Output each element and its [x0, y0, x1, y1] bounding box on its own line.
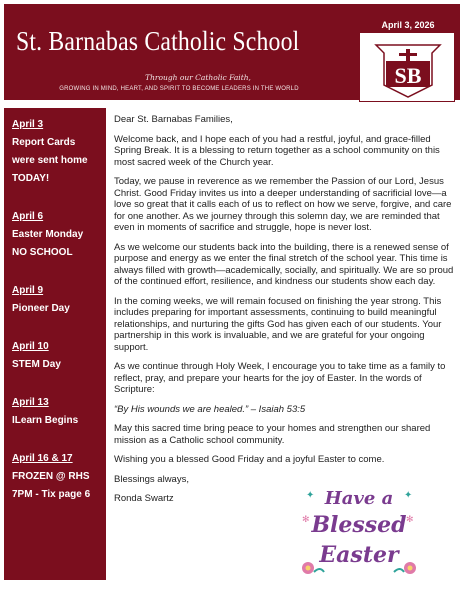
event-description: Pioneer Day — [12, 303, 70, 314]
letter-paragraph: As we continue through Holy Week, I encourage you to take time as a family to reflect, pray, and prepare your hearts for the joy of Easter. In the words of Scripture: — [114, 361, 446, 395]
letter-paragraph: May this sacred time bring peace to your homes and strengthen our shared mission as a Catholic school community. — [114, 423, 431, 446]
event-date: April 6 — [12, 211, 44, 222]
principal-letter — [114, 114, 454, 513]
event-item — [12, 282, 98, 318]
tagline: Through our Catholic Faith, — [145, 73, 251, 82]
event-item — [12, 208, 98, 262]
event-item — [12, 116, 98, 188]
event-description: FROZEN @ RHS 7PM - Tix page 6 — [12, 471, 91, 500]
event-description: Report Cards were sent home TODAY! — [12, 137, 88, 184]
event-item — [12, 450, 98, 504]
school-logo-icon — [372, 39, 444, 99]
event-item — [12, 394, 98, 430]
scripture-quote: “By His wounds we are healed.” – Isaiah 53:5 — [114, 403, 306, 415]
event-date: April 3 — [12, 119, 44, 130]
letter-paragraph: In the coming weeks, we will remain focused on finishing the year strong. This includes preparing for important assessments, continuing to build meaningful relationships, and nurturing the gifts God has given each of our students. Your partnership in this work is invaluable, and we are grateful for your ongoing support. — [114, 295, 442, 353]
event-description: Easter Monday NO SCHOOL — [12, 229, 84, 258]
newsletter-header — [4, 4, 460, 100]
letter-paragraph: Wishing you a blessed Good Friday and a joyful Easter to come. — [114, 454, 385, 465]
letter-paragraph: Welcome back, and I hope each of you had a restful, joyful, and grace-filled Spring Break. It is a blessing to return together as a school community on this most sacred week of the Church year. — [114, 133, 440, 168]
letter-paragraph: Today, we pause in reverence as we remember the Passion of our Lord, Jesus Christ. Good Friday invites us into a deeper understanding of sacrificial love—a love so great that it calls each of us to reflect on how we serve, forgive, and care for one another. As we journey through this solemn day, we are reminded that even in moments of sacrifice and struggle, hope is never lost. — [114, 176, 452, 233]
school-name: St. Barnabas Catholic School — [16, 26, 300, 56]
logo-initials: SB — [394, 63, 422, 88]
date-logo-box — [359, 16, 455, 102]
letter-signature: Ronda Swartz — [114, 493, 174, 504]
event-date: April 10 — [12, 341, 49, 352]
letter-paragraph: As we welcome our students back into the building, there is a renewed sense of purpose and energy as we enter the final stretch of the school year. This time is always filled with growth—academically, socially, and spiritually. We are so proud of the continued effort, resilience, and kindness our students show each day. — [114, 241, 454, 287]
svg-text:✦: ✦ — [306, 490, 315, 501]
event-date: April 9 — [12, 285, 44, 296]
letter-greeting: Dear St. Barnabas Families, — [114, 114, 233, 125]
issue-date: April 3, 2026 — [360, 17, 456, 33]
letter-signoff: Blessings always, — [114, 473, 189, 485]
graphic-line-2: Blessed — [311, 512, 407, 538]
svg-text:✻: ✻ — [406, 514, 414, 524]
events-sidebar — [4, 108, 106, 580]
mission-statement: GROWING IN MIND, HEART, AND SPIRIT TO BECOME LEADERS IN THE WORLD — [59, 86, 299, 92]
event-description: ILearn Begins — [12, 415, 79, 426]
event-date: April 13 — [12, 397, 49, 408]
event-description: STEM Day — [12, 359, 61, 370]
graphic-line-1: Have a — [324, 488, 394, 509]
blessed-easter-graphic — [300, 480, 418, 580]
svg-text:✦: ✦ — [404, 490, 413, 501]
event-date: April 16 & 17 — [12, 453, 73, 464]
graphic-line-3: Easter — [319, 542, 399, 568]
event-item — [12, 338, 98, 374]
svg-text:✻: ✻ — [302, 514, 310, 524]
